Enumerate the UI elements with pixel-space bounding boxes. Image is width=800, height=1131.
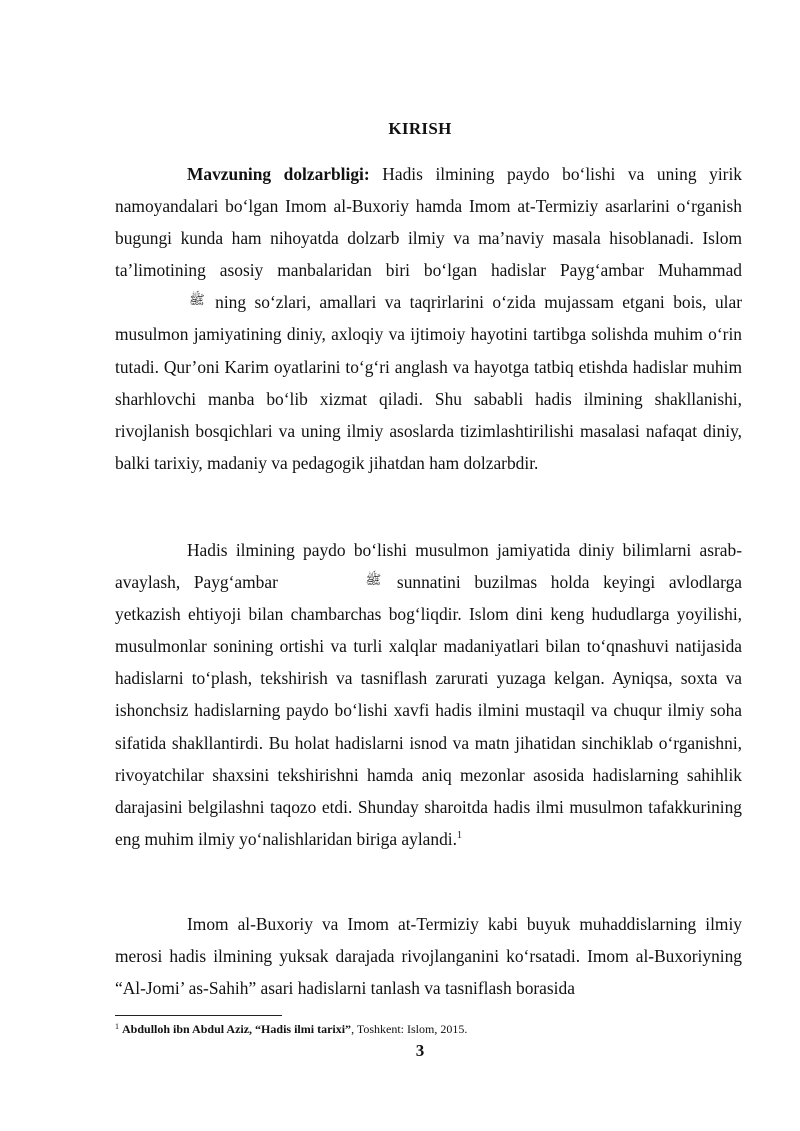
paragraph1-text-a: Hadis ilmining paydo bo‘lishi va uning yirik namoyandalari bo‘lgan Imom al-Buxoriy hamda Imom at-Termiziy asarlarini o‘rganish bugungi kunda ham nihoyatda dolzarb ilmiy va ma’naviy masala hisoblanadi. Islom ta’limotining asosiy manbalaridan biri bo‘lgan hadislar Payg‘ambar Muhammad	[115, 164, 742, 281]
page-number: 3	[415, 1041, 425, 1060]
relevance-lead: Mavzuning dolzarbligi:	[187, 164, 370, 184]
footnote-number: 1	[115, 1022, 119, 1031]
paragraph1-text-b: ning so‘zlari, amallari va taqrirlarini o‘zida mujassam etgani bois, ular musulmon jamiyatining diniy, axloqiy va ijtimoiy hayotini tartibga solishda muhim o‘rin tutadi. Qur’oni Karim oyatlarini to‘g‘ri anglash va hayotga tatbiq etishda hadislar muhim sharhlovchi manba bo‘lib xizmat qiladi. Shu sababli hadis ilmining shakllanishi, rivojlanish bosqichlari va uning ilmiy asoslarda tizimlashtirilishi masalasi nafaqat diniy, balki tarixiy, madaniy va pedagogik jihatdan ham dolzarbdir.	[115, 292, 742, 473]
footnote	[115, 1022, 742, 1037]
salawat-icon: ﷺ	[365, 573, 382, 589]
paragraph-legacy	[115, 908, 742, 1004]
paragraph-origin	[115, 534, 742, 855]
paragraph2-text-a: Hadis ilmining paydo bo‘lishi musulmon jamiyatida diniy bilimlarni asrab-avaylash, Payg‘ambar	[115, 540, 742, 593]
footnote-rest: , Toshkent: Islom, 2015.	[351, 1022, 468, 1036]
footnote-reference[interactable]: 1	[456, 829, 462, 841]
paragraph2-text-b: sunnatini buzilmas holda keyingi avlodlarga yetkazish ehtiyoji bilan chambarchas bog‘liqdir. Islom dini keng hududlarga yoyilishi, musulmonlar sonining ortishi va turli xalqlar madaniyatlari bilan to‘qnashuvi natijasida hadislarni to‘plash, tekshirish va tasniflash zarurati yuzaga kelgan. Ayniqsa, soxta va ishonchsiz hadislarning paydo bo‘lishi xavfi hadis ilmini mustaqil va chuqur ilmiy soha sifatida shakllantirdi. Bu holat hadislarni isnod va matn jihatidan sinchiklab o‘rganishni, rivoyatchilar shaxsini tekshirishni hamda aniq mezonlar asosida hadislarning sahihlik darajasini belgilashni taqozo etdi. Shunday sharoitda hadis ilmi musulmon tafakkurining eng muhim ilmiy yo‘nalishlaridan biriga aylandi.	[115, 572, 742, 849]
footnote-divider	[115, 1015, 282, 1016]
salawat-icon: ﷺ	[189, 293, 205, 309]
footnote-title: Abdulloh ibn Abdul Aziz, “Hadis ilmi tarixi”	[122, 1022, 352, 1036]
paragraph3-text: Imom al-Buxoriy va Imom at-Termiziy kabi buyuk muhaddislarning ilmiy merosi hadis ilmining yuksak darajada rivojlanganini ko‘rsatadi. Imom al-Buxoriyning “Al-Jomi’ as-Sahih” asari hadislarni tanlash va tasniflash borasida	[115, 914, 742, 999]
paragraph-relevance	[115, 158, 742, 479]
section-heading: KIRISH	[388, 119, 452, 138]
